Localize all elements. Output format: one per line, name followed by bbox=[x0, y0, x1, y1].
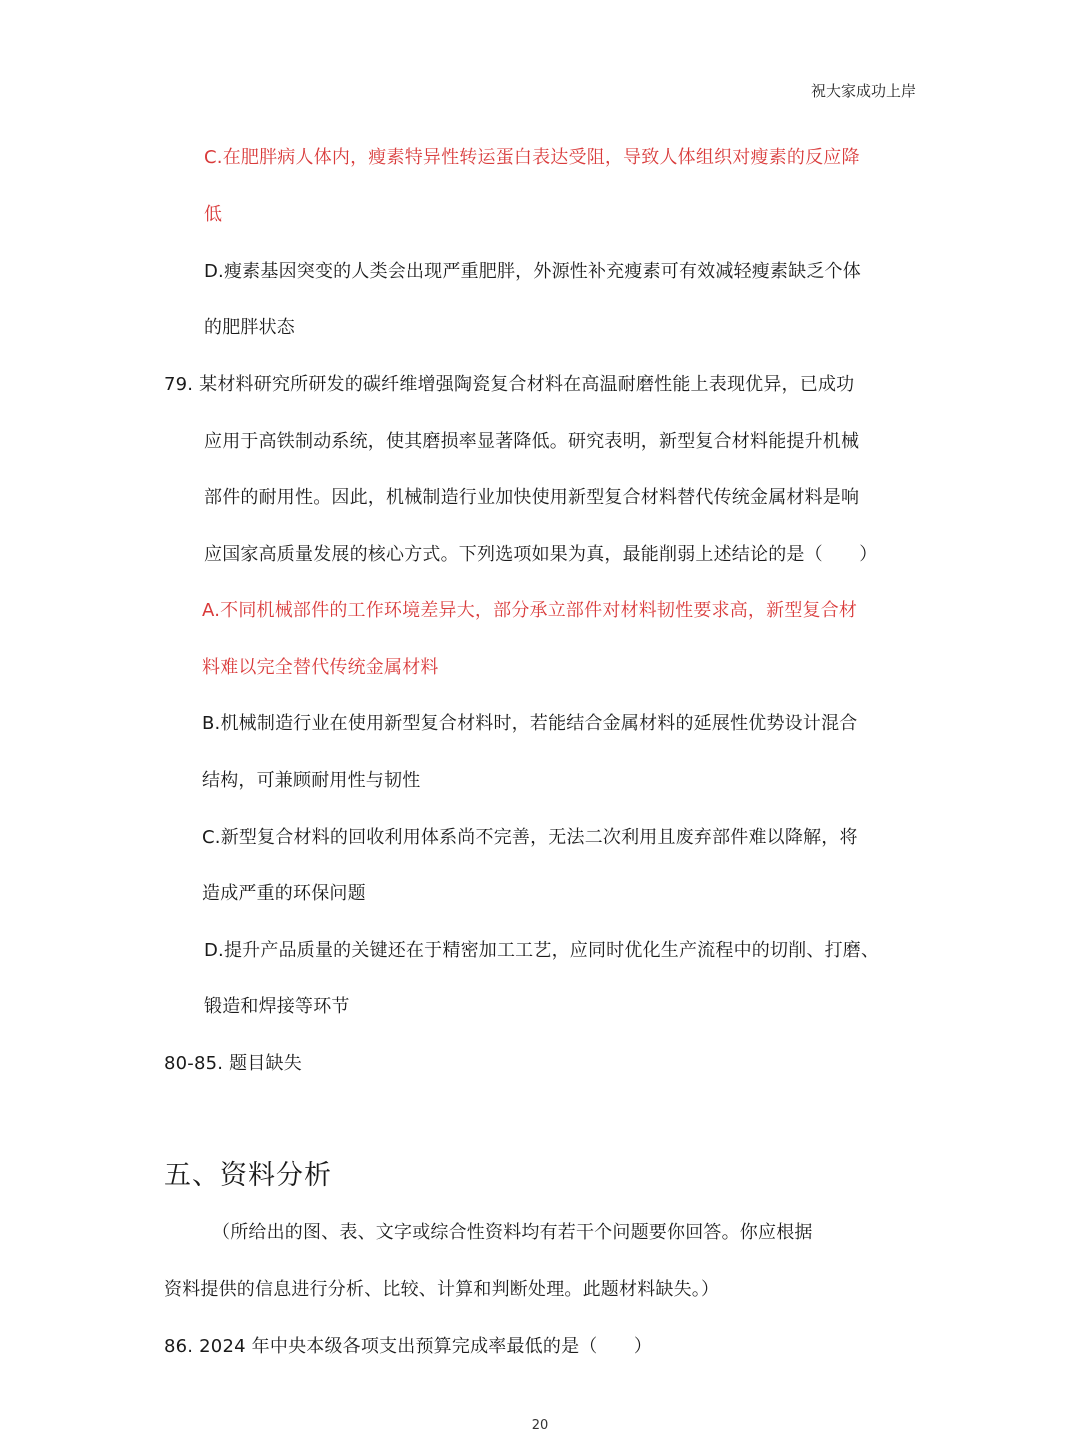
header-slogan: 祝大家成功上岸 bbox=[810, 82, 916, 100]
section-title: 五、资料分析 bbox=[164, 1160, 332, 1191]
q79-option-a-line2: 料难以完全替代传统金属材料 bbox=[202, 657, 439, 678]
q79-stem-line3: 部件的耐用性。因此，机械制造行业加快使用新型复合材料替代传统金属材料是响 bbox=[204, 487, 860, 508]
q79-stem-line1: 79. 某材料研究所研发的碳纤维增强陶瓷复合材料在高温耐磨性能上表现优异，已成功 bbox=[164, 374, 855, 395]
q79-option-d-line1: D.提升产品质量的关键还在于精密加工工艺，应同时优化生产流程中的切削、打磨、 bbox=[204, 940, 880, 961]
q79-option-c-line2: 造成严重的环保问题 bbox=[202, 883, 366, 904]
q79-stem-line4: 应国家高质量发展的核心方式。下列选项如果为真，最能削弱上述结论的是（ ） bbox=[204, 544, 878, 565]
q79-option-b-line1: B.机械制造行业在使用新型复合材料时，若能结合金属材料的延展性优势设计混合 bbox=[202, 713, 858, 734]
q79-option-d-line2: 锻造和焊接等环节 bbox=[204, 996, 350, 1017]
q79-stem-line2: 应用于高铁制动系统，使其磨损率显著降低。研究表明，新型复合材料能提升机械 bbox=[204, 431, 860, 452]
q78-option-c-line1: C.在肥胖病人体内，瘦素特异性转运蛋白表达受阻，导致人体组织对瘦素的反应降 bbox=[204, 147, 860, 168]
q80-85-missing: 80-85. 题目缺失 bbox=[164, 1053, 302, 1074]
q78-option-c-line2: 低 bbox=[204, 204, 223, 225]
q79-option-b-line2: 结构，可兼顾耐用性与韧性 bbox=[202, 770, 421, 791]
page-number: 20 bbox=[531, 1418, 549, 1433]
q86-stem: 86. 2024 年中央本级各项支出预算完成率最低的是（ ） bbox=[164, 1336, 653, 1357]
q79-option-c-line1: C.新型复合材料的回收利用体系尚不完善，无法二次利用且废弃部件难以降解，将 bbox=[202, 827, 858, 848]
q79-option-a-line1: A.不同机械部件的工作环境差异大，部分承立部件对材料韧性要求高，新型复合材 bbox=[202, 600, 858, 621]
q78-option-d-line1: D.瘦素基因突变的人类会出现严重肥胖，外源性补充瘦素可有效减轻瘦素缺乏个体 bbox=[204, 261, 861, 282]
section-intro-line2: 资料提供的信息进行分析、比较、计算和判断处理。此题材料缺失。） bbox=[164, 1279, 720, 1300]
section-intro-line1: （所给出的图、表、文字或综合性资料均有若干个问题要你回答。你应根据 bbox=[212, 1222, 813, 1243]
q78-option-d-line2: 的肥胖状态 bbox=[204, 317, 295, 338]
